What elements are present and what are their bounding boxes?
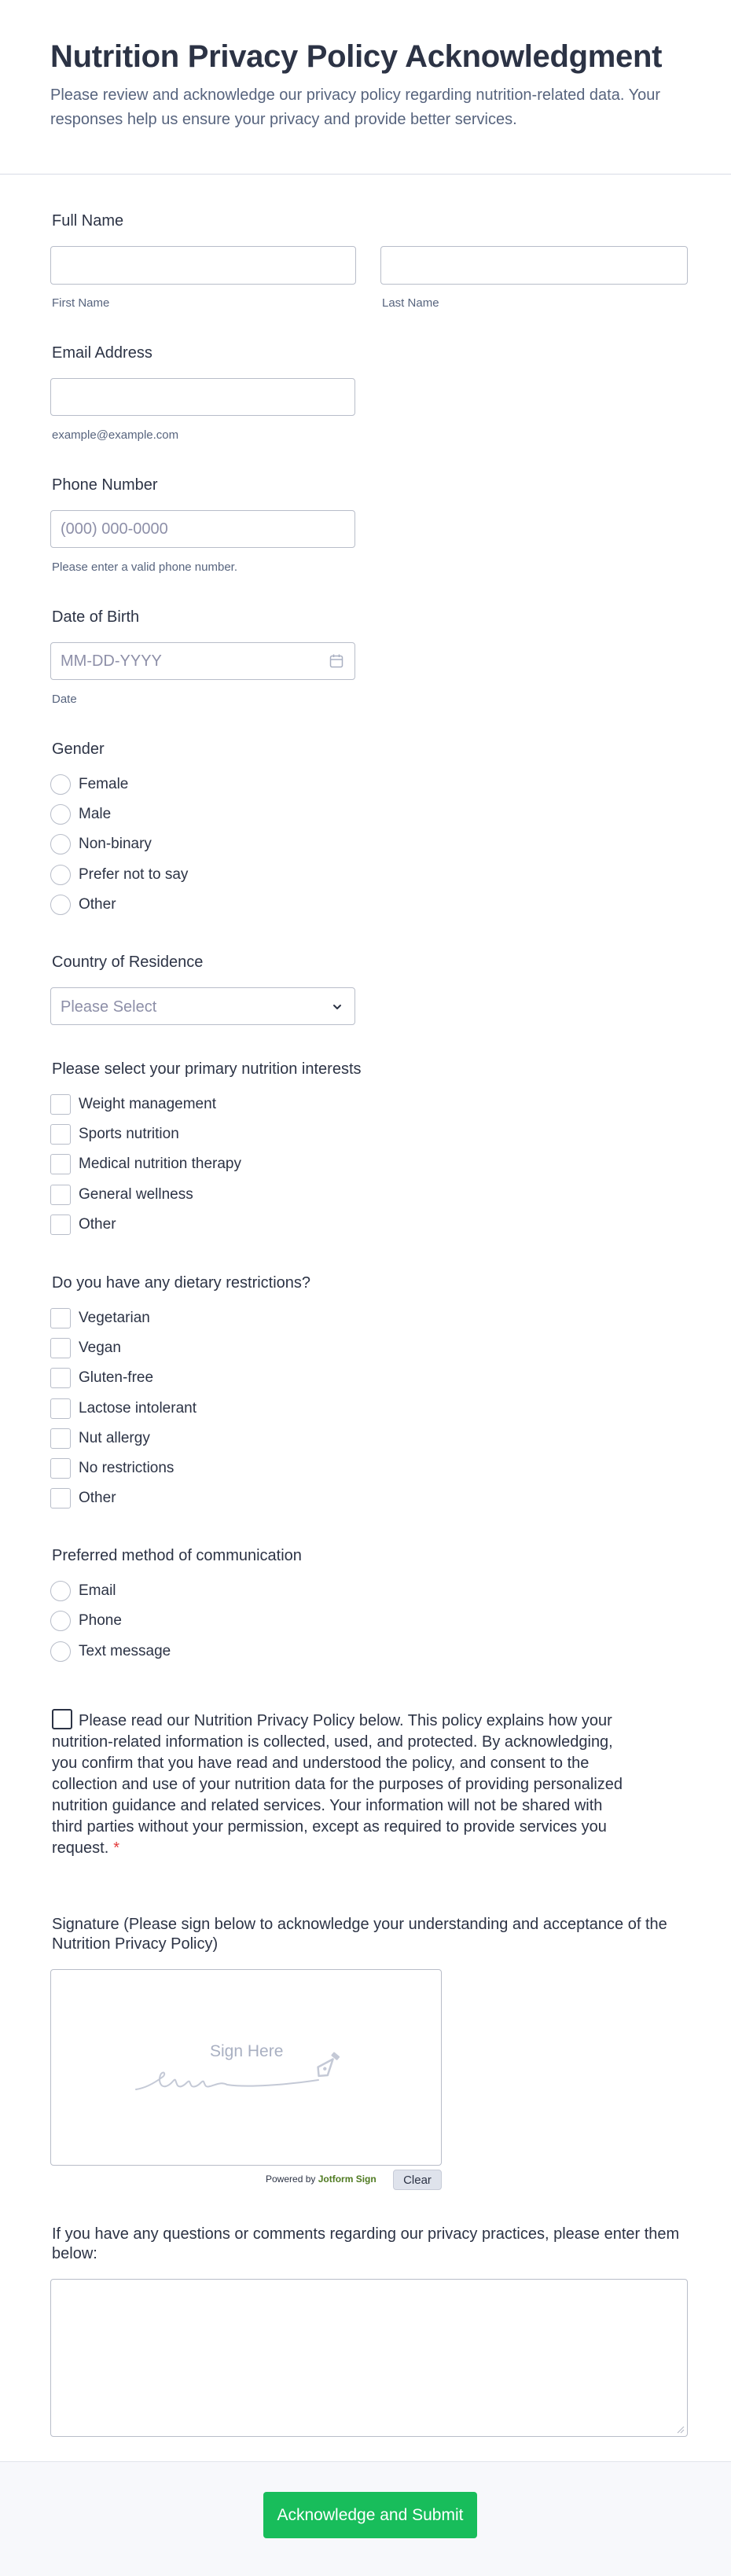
email-sublabel: example@example.com [52, 428, 179, 442]
communication-option-text[interactable]: Text message [50, 1641, 171, 1663]
interest-option-sports[interactable]: Sports nutrition [50, 1123, 179, 1145]
country-select[interactable] [50, 987, 355, 1025]
communication-option-email[interactable]: Email [50, 1580, 116, 1602]
dietary-label: Do you have any dietary restrictions? [52, 1274, 311, 1292]
dietary-option-lactose[interactable]: Lactose intolerant [50, 1398, 197, 1420]
country-select-value: Please Select [61, 998, 157, 1016]
email-input[interactable] [50, 378, 355, 416]
checkbox[interactable] [50, 1215, 71, 1235]
radio-button[interactable] [50, 1581, 71, 1601]
first-name-input[interactable] [50, 246, 356, 285]
signature-pad[interactable] [50, 1969, 442, 2166]
checkbox[interactable] [50, 1488, 71, 1508]
resize-grip-icon[interactable] [675, 2424, 685, 2434]
gender-label: Gender [52, 740, 105, 758]
page-subtitle: Please review and acknowledge our privacy policy regarding nutrition-related data. Your responses help us ensure your privacy and provide better services. [50, 86, 661, 128]
signature-clear-button[interactable]: Clear [393, 2170, 442, 2190]
dietary-option-vegetarian[interactable]: Vegetarian [50, 1307, 150, 1329]
checkbox[interactable] [50, 1398, 71, 1419]
signature-label: Signature (Please sign below to acknowledge your understanding and acceptance of the Nutrition Privacy Policy) [52, 1916, 667, 1953]
last-name-input[interactable] [380, 246, 688, 285]
radio-button[interactable] [50, 804, 71, 825]
dietary-option-nut-allergy[interactable]: Nut allergy [50, 1428, 150, 1450]
email-label: Email Address [52, 344, 152, 362]
powered-by: Powered by Jotform Sign [266, 2174, 377, 2185]
gender-option-other[interactable]: Other [50, 894, 116, 916]
jotform-sign-brand: Jotform Sign [318, 2174, 377, 2185]
country-label: Country of Residence [52, 954, 204, 971]
radio-button[interactable] [50, 1611, 71, 1631]
gender-option-male[interactable]: Male [50, 803, 111, 825]
dietary-option-other[interactable]: Other [50, 1487, 116, 1509]
checkbox[interactable] [50, 1458, 71, 1479]
gender-option-female[interactable]: Female [50, 774, 128, 796]
dietary-option-vegan[interactable]: Vegan [50, 1337, 121, 1359]
consent-checkbox[interactable] [52, 1709, 72, 1729]
radio-button[interactable] [50, 865, 71, 885]
checkbox[interactable] [50, 1338, 71, 1358]
radio-button[interactable] [50, 1641, 71, 1662]
interest-option-wellness[interactable]: General wellness [50, 1184, 193, 1206]
checkbox[interactable] [50, 1308, 71, 1328]
dob-sublabel: Date [52, 693, 77, 706]
checkbox[interactable] [50, 1094, 71, 1115]
gender-option-prefer-not[interactable]: Prefer not to say [50, 864, 188, 886]
checkbox[interactable] [50, 1368, 71, 1388]
phone-input[interactable] [50, 510, 355, 548]
interests-label: Please select your primary nutrition interests [52, 1060, 362, 1078]
radio-button[interactable] [50, 834, 71, 854]
dob-input[interactable] [50, 642, 355, 680]
radio-button[interactable] [50, 774, 71, 795]
chevron-down-icon [331, 1001, 343, 1013]
gender-option-non-binary[interactable]: Non-binary [50, 833, 152, 855]
checkbox[interactable] [50, 1124, 71, 1145]
consent-block [52, 1709, 634, 1859]
dietary-option-gluten-free[interactable]: Gluten-free [50, 1367, 153, 1389]
comments-textarea[interactable] [50, 2279, 688, 2437]
form-header [0, 0, 731, 175]
page-title: Nutrition Privacy Policy Acknowledgment [50, 39, 663, 74]
required-mark: * [113, 1839, 120, 1857]
interest-option-other[interactable]: Other [50, 1214, 116, 1236]
consent-text: Please read our Nutrition Privacy Policy below. This policy explains how your nutrition-related information is collected, used, and protected. By acknowledging, you confirm that you have read and understood the policy, and consent to the collection and use of your nutrition data for the purposes of providing personalized nutrition guidance and related services. Your information will not be shared with third parties without your permission, except as required to provide services you request. [52, 1712, 623, 1857]
first-name-sublabel: First Name [52, 296, 110, 310]
interest-option-medical[interactable]: Medical nutrition therapy [50, 1153, 241, 1175]
signature-hint: Sign Here [210, 2042, 284, 2060]
checkbox[interactable] [50, 1185, 71, 1205]
calendar-icon[interactable] [329, 653, 344, 669]
last-name-sublabel: Last Name [382, 296, 439, 310]
radio-button[interactable] [50, 895, 71, 915]
dietary-option-none[interactable]: No restrictions [50, 1457, 174, 1479]
phone-label: Phone Number [52, 476, 158, 494]
comments-label: If you have any questions or comments regarding our privacy practices, please enter them below: [52, 2225, 680, 2262]
submit-button[interactable]: Acknowledge and Submit [263, 2492, 477, 2538]
interest-option-weight[interactable]: Weight management [50, 1093, 216, 1115]
checkbox[interactable] [50, 1154, 71, 1174]
checkbox[interactable] [50, 1428, 71, 1449]
full-name-label: Full Name [52, 212, 124, 230]
dob-label: Date of Birth [52, 608, 140, 626]
phone-sublabel: Please enter a valid phone number. [52, 560, 237, 574]
communication-option-phone[interactable]: Phone [50, 1610, 122, 1632]
communication-label: Preferred method of communication [52, 1547, 302, 1564]
